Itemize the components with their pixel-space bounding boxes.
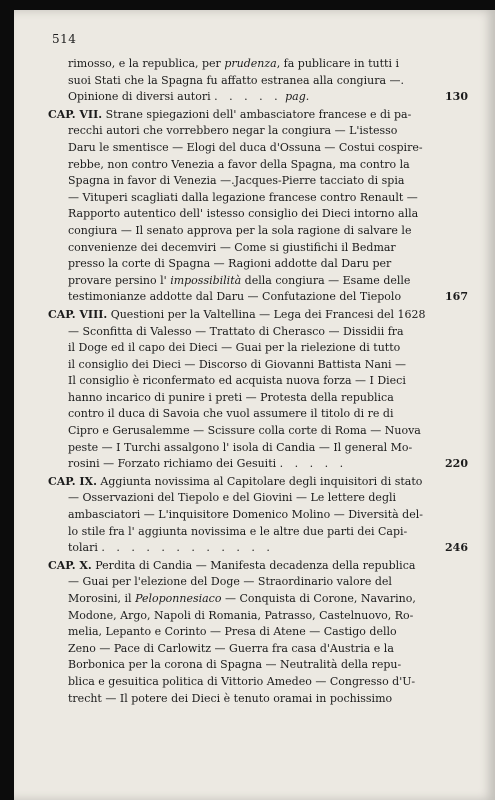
text-line: — Sconfitta di Valesso — Trattato di Cherasco — Dissidii fra	[68, 324, 404, 338]
text-line: Morosini, il Peloponnesiaco — Conquista di Corone, Navarino,	[68, 592, 416, 605]
text-line: — Vituperi scagliati dalla legazione francese contro Renault —	[68, 190, 418, 204]
text-line: recchi autori che vorrebbero negar la congiura — L'istesso	[68, 124, 398, 138]
text-line: CAP. X. Perdita di Candia — Manifesta decadenza della republica	[48, 558, 416, 572]
text-line: provare persino l' impossibilità della congiura — Esame delle	[68, 273, 411, 287]
text-line: suoi Stati che la Spagna fu affatto estranea alla congiura —.	[68, 73, 405, 87]
chapter-entry	[48, 307, 468, 473]
text-line: hanno incarico di punire i preti — Protesta della republica	[68, 390, 394, 404]
text-line: Daru le smentisce — Elogi del duca d'Ossuna — Costui cospire-	[68, 140, 423, 154]
text-line: Rapporto autentico dell' istesso consiglio dei Dieci intorno alla	[68, 207, 419, 221]
text-line: contro il duca di Savoia che vuol assumere il titolo di re di	[68, 407, 394, 421]
text-line: Zeno — Pace di Carlowitz — Guerra fra casa d'Austria e la	[68, 641, 394, 655]
page-number: 514	[52, 32, 77, 46]
text-line: 246 tolari . . . . . . . . . . . .	[48, 540, 468, 557]
text-line: 167 testimonianze addotte dal Daru — Confutazione del Tiepolo	[48, 289, 468, 306]
text-line: CAP. VII. Strane spiegazioni dell' ambasciatore francese e di pa-	[48, 107, 412, 121]
text-line: congiura — Il senato approva per la sola ragione di salvare le	[68, 223, 412, 237]
page-reference: 130	[445, 90, 468, 104]
chapter-label: CAP. X.	[48, 558, 92, 572]
text-line: melia, Lepanto e Corinto — Presa di Atene — Castigo dello	[68, 625, 397, 639]
text-line: Spagna in favor di Venezia —.Jacques-Pierre tacciato di spia	[68, 174, 405, 188]
text-line: rimosso, e la republica, per prudenza, fa publicare in tutti i	[68, 57, 399, 70]
text-line: trecht — Il potere dei Dieci è tenuto oramai in pochissimo	[68, 691, 393, 705]
text-line: CAP. VIII. Questioni per la Valtellina — Lega dei Francesi del 1628	[48, 307, 426, 321]
continued-entry	[48, 56, 468, 106]
text-line: Modone, Argo, Napoli di Romania, Patrasso, Castelnuovo, Ro-	[68, 608, 414, 622]
page-reference: 246	[445, 541, 468, 555]
chapter-entry	[48, 558, 468, 707]
table-of-contents	[48, 56, 468, 708]
text-line: Il consiglio è riconfermato ed acquista nuova forza — I Dieci	[68, 374, 406, 388]
book-page	[14, 10, 495, 800]
text-line: presso la corte di Spagna — Ragioni addotte dal Daru per	[68, 257, 392, 271]
text-line: il Doge ed il capo dei Dieci — Guai per la rielezione di tutto	[68, 341, 401, 355]
text-line: CAP. IX. Aggiunta novissima al Capitolare degli inquisitori di stato	[48, 474, 423, 488]
page-reference: 220	[445, 457, 468, 471]
page-reference: 167	[445, 290, 468, 304]
text-line: convenienze dei decemviri — Come si giustifichi il Bedmar	[68, 240, 396, 254]
text-line: — Osservazioni del Tiepolo e del Giovini — Le lettere degli	[68, 491, 397, 505]
text-line: peste — I Turchi assalgono l' isola di Candia — Il general Mo-	[68, 440, 413, 454]
text-line: ambasciatori — L'inquisitore Domenico Molino — Diversità del-	[68, 508, 423, 522]
text-line: 130 Opinione di diversi autori . . . . . pag.	[48, 89, 468, 106]
chapter-entry	[48, 107, 468, 306]
chapter-label: CAP. IX.	[48, 474, 97, 488]
text-line: Borbonica per la corona di Spagna — Neutralità della repu-	[68, 658, 402, 672]
chapter-entry	[48, 474, 468, 557]
chapter-label: CAP. VIII.	[48, 307, 108, 321]
text-line: Cipro e Gerusalemme — Scissure colla corte di Roma — Nuova	[68, 424, 421, 438]
text-line: blica e gesuitica politica di Vittorio Amedeo — Congresso d'U-	[68, 674, 416, 688]
chapter-label: CAP. VII.	[48, 107, 103, 121]
text-line: 220 rosini — Forzato richiamo dei Gesuiti . . . . .	[48, 456, 468, 473]
text-line: — Guai per l'elezione del Doge — Straordinario valore del	[68, 575, 392, 589]
text-line: lo stile fra l' aggiunta novissima e le altre due parti dei Capi-	[68, 524, 408, 538]
text-line: il consiglio dei Dieci — Discorso di Giovanni Battista Nani —	[68, 357, 406, 371]
text-line: rebbe, non contro Venezia a favor della Spagna, ma contro la	[68, 157, 410, 171]
